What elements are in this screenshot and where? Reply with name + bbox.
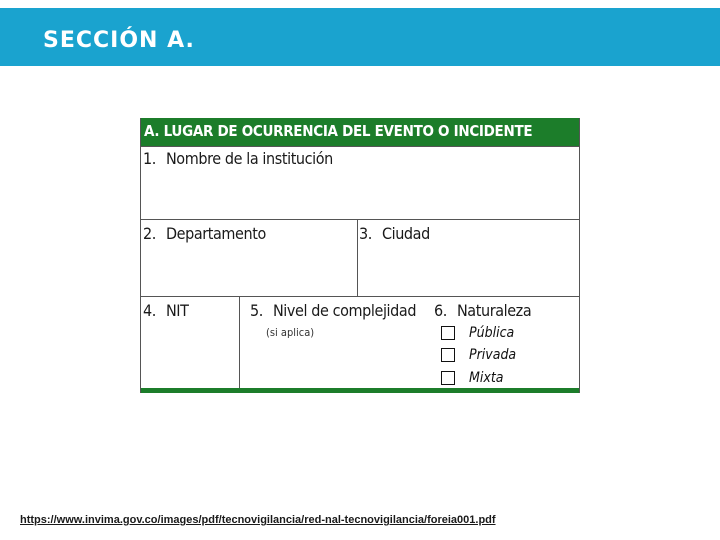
- option-label: Pública: [469, 325, 515, 341]
- field-complexity-note: (si aplica): [266, 326, 315, 339]
- field-institution: [143, 149, 333, 168]
- divider: [141, 146, 579, 147]
- checkbox[interactable]: [441, 348, 455, 362]
- divider: [141, 219, 579, 220]
- divider: [357, 219, 358, 296]
- field-label: Ciudad: [381, 224, 430, 243]
- checkbox[interactable]: [441, 326, 455, 340]
- field-nit: [143, 301, 189, 320]
- field-number: 1.: [143, 149, 156, 168]
- divider: [239, 296, 240, 388]
- form-footer-bar: [141, 388, 579, 393]
- option-label: Mixta: [469, 370, 504, 386]
- field-label: Departamento: [165, 224, 266, 243]
- field-city: [359, 224, 430, 243]
- nature-option-privada[interactable]: [441, 345, 516, 365]
- option-label: Privada: [469, 347, 517, 363]
- field-department: [143, 224, 266, 243]
- slide-title: SECCIÓN A.: [43, 28, 195, 53]
- field-label: Nivel de complejidad: [272, 301, 417, 320]
- field-label: Naturaleza: [456, 301, 532, 320]
- form-section-header: A. LUGAR DE OCURRENCIA DEL EVENTO O INCIDENTE: [141, 118, 579, 146]
- divider: [141, 296, 579, 297]
- field-number: 5.: [250, 301, 263, 320]
- nature-option-publica[interactable]: [441, 323, 514, 343]
- incident-location-form: [140, 118, 580, 393]
- field-label: Nombre de la institución: [165, 149, 333, 168]
- field-number: 3.: [359, 224, 372, 243]
- field-number: 6.: [434, 301, 447, 320]
- field-complexity: [250, 301, 416, 320]
- field-number: 4.: [143, 301, 156, 320]
- field-number: 2.: [143, 224, 156, 243]
- field-nature: [434, 301, 531, 320]
- checkbox[interactable]: [441, 371, 455, 385]
- source-link[interactable]: https://www.invima.gov.co/images/pdf/tecnovigilancia/red-nal-tecnovigilancia/foreia001.pdf: [20, 514, 496, 526]
- nature-option-mixta[interactable]: [441, 368, 503, 388]
- field-label: NIT: [165, 301, 189, 320]
